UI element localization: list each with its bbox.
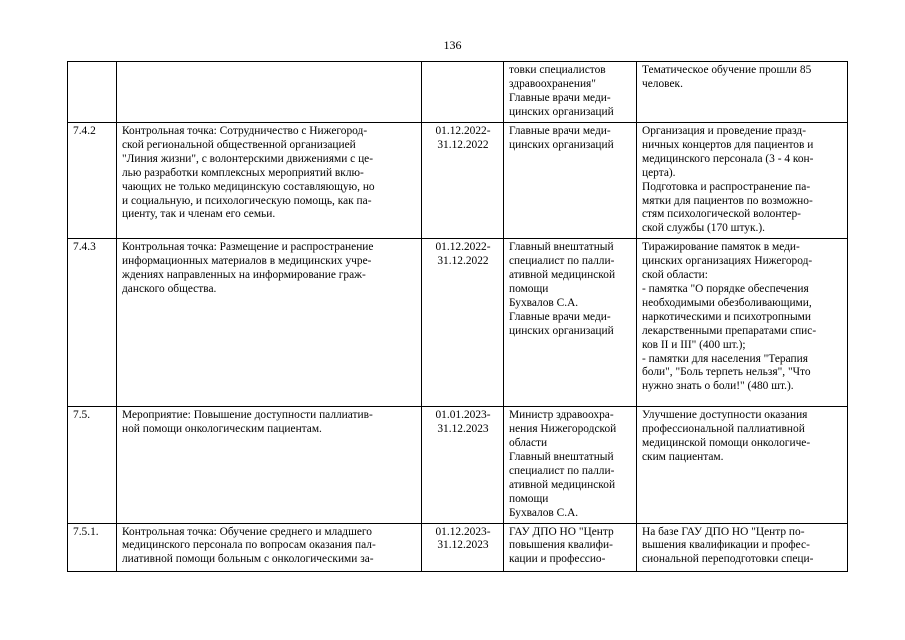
- row-responsible: Министр здравоохра- нения Нижегородской области Главный внештатный специалист по палли- ативной медицинской помощи Бухвалов С.А.: [504, 407, 637, 523]
- page-number: 136: [443, 38, 462, 52]
- row-number: 7.5.: [68, 407, 117, 523]
- row-number: 7.4.3: [68, 239, 117, 407]
- row-description: Мероприятие: Повышение доступности паллиатив- ной помощи онкологическим пациентам.: [117, 407, 422, 523]
- row-result: Организация и проведение празд- ничных концертов для пациентов и медицинского персонала (3 - 4 кон- церта). Подготовка и распространение па- мятки для пациентов по возможно- стям психологической волонтер- ской службы (170 штук.).: [637, 123, 848, 239]
- table-row: [68, 407, 848, 523]
- table-row: [68, 239, 848, 407]
- row-dates: 01.12.2023- 31.12.2023: [422, 523, 504, 571]
- row-dates: 01.12.2022- 31.12.2022: [422, 123, 504, 239]
- row-result: На базе ГАУ ДПО НО "Центр по- вышения квалификации и профес- сиональной переподготовки специ-: [637, 523, 848, 571]
- row-responsible: Главный внештатный специалист по палли- ативной медицинской помощи Бухвалов С.А. Главные врачи меди- цинских организаций: [504, 239, 637, 407]
- row-responsible: ГАУ ДПО НО "Центр повышения квалифи- кации и профессио-: [504, 523, 637, 571]
- row-number: 7.5.1.: [68, 523, 117, 571]
- row-dates: 01.12.2022- 31.12.2022: [422, 239, 504, 407]
- table-row: [68, 62, 848, 123]
- row-description: Контрольная точка: Сотрудничество с Нижегород- ской региональной общественной организацией "Линия жизни", с волонтерскими движениями с це- лью разработки комплексных мероприятий вклю- чающих не только медицинскую составляющую, но и социальную, и психологическую помощь, как па- циенту, так и членам его семьи.: [117, 123, 422, 239]
- row-dates: [422, 62, 504, 123]
- row-description: [117, 62, 422, 123]
- row-result: Тиражирование памяток в меди- цинских организациях Нижегород- ской области: - памятка "О порядке обеспечения необходимыми обезболивающими, наркотическими и психотропными лекарственными препаратами спис- ков II и III" (400 шт.); - памятки для населения "Терапия боли", "Боль терпеть нельзя", "Что нужно знать о боли!" (480 шт.).: [637, 239, 848, 407]
- row-responsible: Главные врачи меди- цинских организаций: [504, 123, 637, 239]
- table-row: [68, 523, 848, 571]
- row-number: [68, 62, 117, 123]
- plan-table: [67, 61, 848, 572]
- table-row: [68, 123, 848, 239]
- row-result: Тематическое обучение прошли 85 человек.: [637, 62, 848, 123]
- row-result: Улучшение доступности оказания профессиональной паллиативной медицинской помощи онкологиче- ским пациентам.: [637, 407, 848, 523]
- row-responsible: товки специалистов здравоохранения" Главные врачи меди- цинских организаций: [504, 62, 637, 123]
- row-dates: 01.01.2023- 31.12.2023: [422, 407, 504, 523]
- row-description: Контрольная точка: Обучение среднего и младшего медицинского персонала по вопросам оказания пал- лиативной помощи больным с онкологическими за-: [117, 523, 422, 571]
- row-number: 7.4.2: [68, 123, 117, 239]
- row-description: Контрольная точка: Размещение и распространение информационных материалов в медицинских учре- ждениях направленных на информирование граж- данского общества.: [117, 239, 422, 407]
